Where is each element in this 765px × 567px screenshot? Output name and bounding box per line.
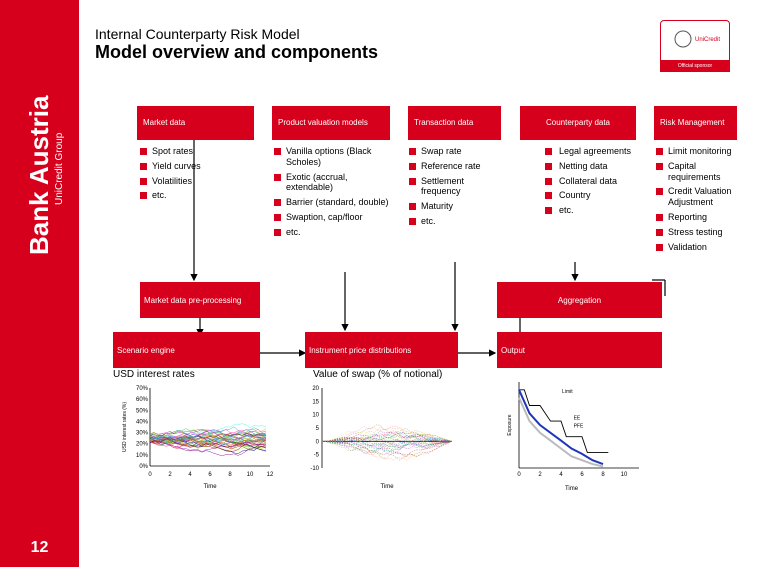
list-item: Maturity <box>409 201 499 212</box>
brand-sub: UniCredit Group <box>54 132 65 205</box>
list-item: Limit monitoring <box>656 146 738 157</box>
chart-2-title: Value of swap (% of notional) <box>313 369 443 380</box>
y-axis-label: Exposure <box>507 414 513 436</box>
list-item: Legal agreements <box>545 146 635 157</box>
list-item: Yield curves <box>140 161 250 172</box>
legend-pfe: PFE <box>573 423 584 430</box>
y-tick-label: -5 <box>313 452 319 459</box>
x-axis-label: Time <box>380 484 394 490</box>
list-item: etc. <box>409 216 499 227</box>
y-tick-label: -10 <box>310 466 319 472</box>
x-tick-label: 4 <box>188 472 192 478</box>
x-tick-label: 4 <box>559 472 563 478</box>
instrument-price-bar: Instrument price distributions <box>305 332 458 368</box>
x-tick-label: 2 <box>168 472 172 478</box>
x-tick-label: 0 <box>517 472 521 478</box>
market-data-preprocessing-bar: Market data pre-processing <box>140 282 260 318</box>
y-tick-label: 20% <box>135 441 148 448</box>
logo-footer: Official sponsor <box>660 60 730 72</box>
exposure-chart <box>505 378 650 492</box>
y-tick-label: 70% <box>135 386 148 392</box>
series-pfe <box>519 390 603 464</box>
list-item: Stress testing <box>656 227 738 238</box>
list-item: Validation <box>656 242 738 253</box>
list-item: Vanilla options (Black Scholes) <box>274 146 389 168</box>
legend-ee: EE <box>573 415 581 422</box>
y-tick-label: 40% <box>135 419 148 426</box>
list-item: Netting data <box>545 161 635 172</box>
x-axis-label: Time <box>203 484 217 490</box>
y-tick-label: 50% <box>135 408 148 415</box>
series-ee <box>519 398 603 467</box>
usd-rates-chart <box>122 380 280 490</box>
list-item: Country <box>545 190 635 201</box>
y-tick-label: 20 <box>312 386 319 392</box>
list-item: Volatilities <box>140 176 250 187</box>
list-item: Swap rate <box>409 146 499 157</box>
x-tick-label: 6 <box>208 472 212 478</box>
x-tick-label: 0 <box>148 472 152 478</box>
list-item: Spot rates <box>140 146 250 157</box>
column-head-product-valuation: Product valuation models <box>272 106 390 140</box>
y-tick-label: 0 <box>315 439 319 446</box>
legend-limit: Limit <box>562 388 573 395</box>
list-item: etc. <box>274 227 389 238</box>
y-tick-label: 5 <box>315 426 319 432</box>
logo-text: UniCredit <box>695 37 721 43</box>
supertitle: Internal Counterparty Risk Model <box>95 26 300 42</box>
y-tick-label: 15 <box>312 399 319 406</box>
list-item: Settlement frequency <box>409 176 499 198</box>
x-tick-label: 2 <box>538 472 542 478</box>
x-tick-label: 8 <box>601 472 605 478</box>
y-axis-label: USD interest rates (%) <box>122 401 128 453</box>
list-item: Reference rate <box>409 161 499 172</box>
list-item: Swaption, cap/floor <box>274 212 389 223</box>
swap-value-chart <box>310 380 460 490</box>
brand-name: Bank Austria <box>24 95 54 255</box>
x-axis-label: Time <box>564 486 579 492</box>
list-item: Exotic (accrual, extendable) <box>274 172 389 194</box>
list-item: Credit Valuation Adjustment <box>656 186 738 208</box>
aggregation-bar: Aggregation <box>497 282 662 318</box>
list-item: Collateral data <box>545 176 635 187</box>
list-item: etc. <box>545 205 635 216</box>
y-tick-label: 0% <box>139 464 148 470</box>
y-tick-label: 10% <box>135 452 148 459</box>
y-tick-label: 10 <box>312 412 319 419</box>
scenario-engine-bar: Scenario engine <box>113 332 260 368</box>
y-tick-label: 30% <box>135 430 148 437</box>
column-head-market-data: Market data <box>137 106 254 140</box>
x-tick-label: 10 <box>620 472 628 478</box>
column-head-counterparty-data: Counterparty data <box>520 106 636 140</box>
x-tick-label: 6 <box>580 472 584 478</box>
page-title: Model overview and components <box>95 42 379 62</box>
y-tick-label: 60% <box>135 397 148 404</box>
page-number: 12 <box>30 539 49 556</box>
x-tick-label: 10 <box>246 472 254 478</box>
column-head-risk-management: Risk Management <box>654 106 737 140</box>
list-item: Capital requirements <box>656 161 738 183</box>
list-item: Barrier (standard, double) <box>274 197 389 208</box>
x-tick-label: 12 <box>266 472 274 478</box>
list-item: etc. <box>140 190 250 201</box>
output-bar: Output <box>497 332 662 368</box>
chart-1-title: USD interest rates <box>113 369 195 380</box>
x-tick-label: 8 <box>228 472 232 478</box>
column-head-transaction-data: Transaction data <box>408 106 501 140</box>
list-item: Reporting <box>656 212 738 223</box>
